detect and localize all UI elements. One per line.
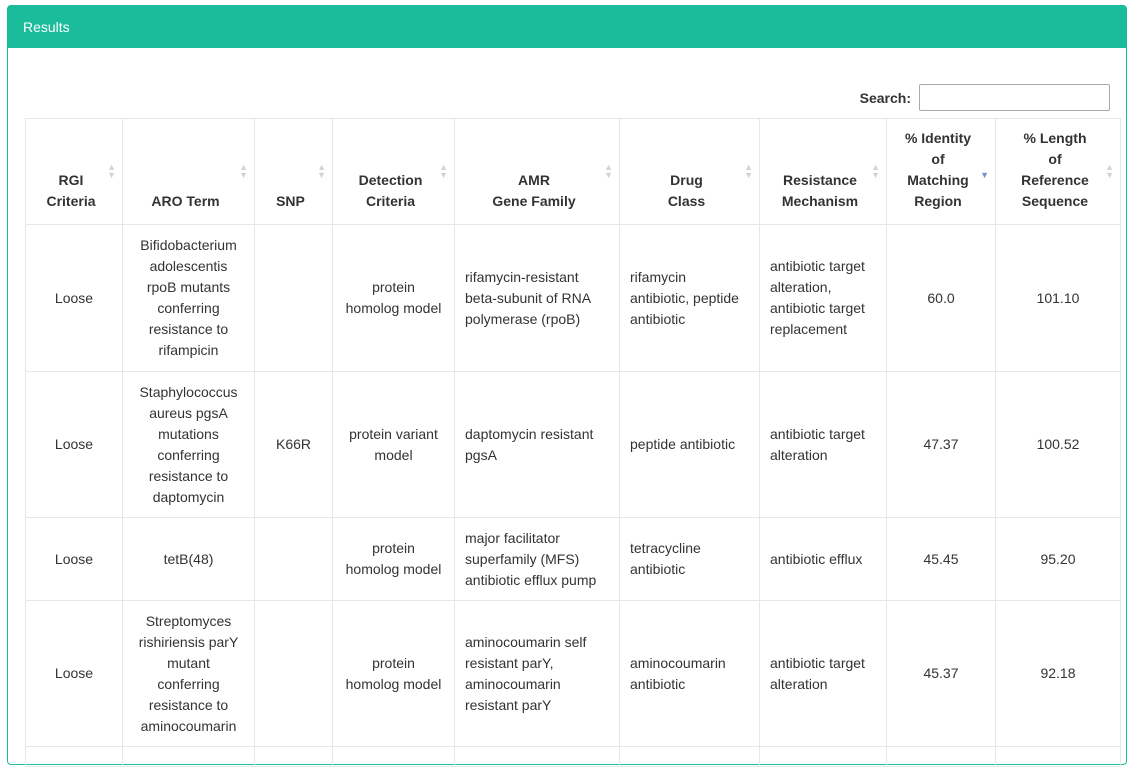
col-header-amr-gene-family[interactable] bbox=[455, 119, 620, 225]
cell-resistance-mechanism bbox=[760, 518, 887, 601]
cell-text-line: antibiotic bbox=[630, 675, 686, 692]
cell-detection-criteria bbox=[333, 601, 455, 747]
table-row bbox=[26, 518, 1121, 601]
cell-text-line: adolescentis bbox=[149, 258, 228, 274]
cell-detection-criteria bbox=[333, 518, 455, 601]
cell-text-line: aminocoumarin bbox=[140, 717, 237, 734]
header-label: ARO Term bbox=[151, 193, 220, 209]
cell-text-line: replacement bbox=[770, 321, 848, 337]
cell-detection-criteria bbox=[333, 225, 455, 372]
cell-text-line: rpoB mutants bbox=[146, 279, 231, 295]
cell-text-line: protein bbox=[372, 279, 415, 295]
col-header-aro-term[interactable] bbox=[123, 119, 255, 225]
sort-arrows-icon: ▲ ▼ bbox=[871, 162, 880, 180]
col-header-percent-identity[interactable] bbox=[887, 119, 996, 225]
header-label: Criteria bbox=[365, 193, 416, 209]
header-label: Mechanism bbox=[781, 193, 859, 209]
cell-text-line: resistant parY bbox=[465, 696, 552, 713]
header-label: % Identity bbox=[904, 130, 972, 146]
cell-rgi-criteria bbox=[26, 747, 123, 767]
cell-aro-term bbox=[123, 372, 255, 518]
col-header-resistance-mechanism[interactable] bbox=[760, 119, 887, 225]
cell-text-line: antibiotic target bbox=[770, 300, 865, 316]
cell-text: K66R bbox=[275, 436, 312, 452]
results-table-container bbox=[25, 118, 1112, 767]
cell-text-line: Streptomyces bbox=[145, 612, 232, 629]
cell-text: Loose bbox=[54, 436, 94, 452]
cell-text-line: mutant bbox=[167, 654, 210, 671]
cell-text-line: protein bbox=[372, 654, 415, 671]
cell-rgi-criteria bbox=[26, 372, 123, 518]
cell-aro-term bbox=[123, 747, 255, 767]
sort-descending-icon: ▼ bbox=[980, 170, 989, 180]
header-label: of bbox=[1048, 151, 1062, 167]
sort-arrows-icon: ▲ ▼ bbox=[439, 162, 448, 180]
cell-resistance-mechanism bbox=[760, 225, 887, 372]
cell-percent-identity bbox=[887, 518, 996, 601]
cell-text-line: model bbox=[374, 446, 413, 463]
cell-percent-identity bbox=[887, 372, 996, 518]
header-label: of bbox=[931, 151, 945, 167]
table-row bbox=[26, 601, 1121, 747]
cell-percent-length bbox=[996, 747, 1121, 767]
table-row bbox=[26, 225, 1121, 372]
results-panel bbox=[7, 5, 1127, 765]
header-label: Criteria bbox=[46, 193, 96, 209]
cell-text: 60.0 bbox=[927, 289, 955, 306]
cell-text-line: protein variant bbox=[349, 425, 438, 442]
cell-text-line: homolog model bbox=[345, 675, 442, 692]
cell-text-line: antibiotic bbox=[630, 561, 686, 577]
search-label: Search: bbox=[859, 89, 911, 106]
cell-percent-identity bbox=[887, 747, 996, 767]
cell-text-line: antibiotic target bbox=[770, 425, 865, 442]
cell-text-line: antibiotic target bbox=[770, 654, 865, 671]
sort-arrows-icon: ▲ ▼ bbox=[1105, 162, 1114, 180]
col-header-rgi-criteria[interactable] bbox=[26, 119, 123, 225]
cell-text-line: daptomycin resistant bbox=[465, 425, 594, 442]
cell-text-line: tetB(48) bbox=[163, 550, 214, 567]
cell-text-line: daptomycin bbox=[152, 488, 225, 505]
cell-rgi-criteria bbox=[26, 601, 123, 747]
cell-text-line: resistance to bbox=[148, 696, 229, 713]
cell-text: 95.20 bbox=[1040, 550, 1076, 567]
cell-text-line: protein bbox=[372, 540, 415, 556]
header-label: Matching bbox=[907, 172, 969, 188]
header-label: % Length bbox=[1023, 130, 1087, 146]
cell-text-line: aminocoumarin bbox=[630, 654, 726, 671]
col-header-drug-class[interactable] bbox=[620, 119, 760, 225]
cell-text: Loose bbox=[54, 550, 94, 567]
table-body bbox=[26, 225, 1121, 767]
sort-arrows-icon: ▲ ▼ bbox=[239, 162, 248, 180]
header-label: SNP bbox=[276, 193, 305, 209]
cell-snp bbox=[255, 747, 333, 767]
cell-text-line: tetracycline bbox=[630, 540, 701, 556]
cell-text-line: mutations bbox=[158, 425, 219, 442]
cell-text-line: conferring bbox=[157, 675, 220, 692]
header-label: Reference bbox=[1021, 172, 1089, 188]
cell-drug-class bbox=[620, 601, 760, 747]
cell-text-line: rishiriensis parY bbox=[138, 633, 239, 650]
cell-drug-class bbox=[620, 518, 760, 601]
cell-drug-class bbox=[620, 747, 760, 767]
cell-amr-gene-family bbox=[455, 747, 620, 767]
col-header-detection-criteria[interactable] bbox=[333, 119, 455, 225]
cell-text-line: aminocoumarin self bbox=[465, 633, 587, 650]
col-header-percent-length[interactable] bbox=[996, 119, 1121, 225]
cell-text: 45.37 bbox=[923, 665, 959, 681]
cell-amr-gene-family bbox=[455, 225, 620, 372]
cell-percent-length bbox=[996, 601, 1121, 747]
cell-amr-gene-family bbox=[455, 601, 620, 747]
cell-text-line: alteration, bbox=[770, 279, 832, 295]
cell-text-line: beta-subunit of RNA bbox=[465, 289, 592, 306]
cell-text-line: alteration bbox=[770, 675, 828, 692]
cell-aro-term bbox=[123, 601, 255, 747]
cell-aro-term bbox=[123, 518, 255, 601]
header-label: Resistance bbox=[783, 172, 857, 188]
cell-rgi-criteria bbox=[26, 518, 123, 601]
cell-text-line: antibiotic, peptide bbox=[630, 289, 739, 306]
results-table bbox=[25, 118, 1121, 767]
cell-text-line: resistance to bbox=[148, 321, 229, 337]
search-input[interactable] bbox=[919, 84, 1110, 111]
header-label: Region bbox=[914, 193, 962, 209]
header-label: Sequence bbox=[1021, 193, 1089, 209]
cell-resistance-mechanism bbox=[760, 601, 887, 747]
cell-text-line: antibiotic bbox=[630, 310, 686, 327]
cell-text-line: antibiotic target bbox=[770, 258, 865, 274]
cell-detection-criteria bbox=[333, 747, 455, 767]
header-label: RGI bbox=[58, 172, 84, 188]
cell-drug-class bbox=[620, 225, 760, 372]
cell-text: 92.18 bbox=[1040, 665, 1076, 681]
cell-text-line: conferring bbox=[157, 446, 220, 463]
cell-text-line: homolog model bbox=[345, 561, 442, 577]
cell-text-line: major facilitator bbox=[465, 529, 560, 546]
table-row bbox=[26, 372, 1121, 518]
cell-text-line: aureus pgsA bbox=[149, 404, 228, 421]
cell-text: Loose bbox=[54, 665, 94, 681]
cell-text: 100.52 bbox=[1036, 436, 1080, 452]
cell-text-line: Staphylococcus bbox=[139, 383, 238, 400]
cell-resistance-mechanism bbox=[760, 747, 887, 767]
header-label: Class bbox=[667, 193, 706, 209]
cell-snp bbox=[255, 518, 333, 601]
cell-percent-identity bbox=[887, 601, 996, 747]
sort-arrows-icon: ▲ ▼ bbox=[744, 162, 753, 180]
cell-percent-identity bbox=[887, 225, 996, 372]
cell-drug-class bbox=[620, 372, 760, 518]
cell-amr-gene-family bbox=[455, 372, 620, 518]
sort-arrows-icon: ▲ ▼ bbox=[317, 162, 326, 180]
cell-text-line: aminocoumarin bbox=[465, 675, 561, 692]
panel-title: Results bbox=[8, 6, 1126, 48]
cell-resistance-mechanism bbox=[760, 372, 887, 518]
cell-text-line: alteration bbox=[770, 446, 828, 463]
col-header-snp[interactable] bbox=[255, 119, 333, 225]
cell-percent-length bbox=[996, 225, 1121, 372]
header-label: AMR bbox=[518, 172, 550, 188]
cell-text-line: resistance to bbox=[148, 467, 229, 484]
cell-snp bbox=[255, 372, 333, 518]
cell-text-line: superfamily (MFS) bbox=[465, 550, 580, 567]
cell-text-line: peptide antibiotic bbox=[630, 436, 736, 452]
cell-text: 47.37 bbox=[923, 436, 959, 452]
table-row bbox=[26, 747, 1121, 767]
cell-aro-term bbox=[123, 225, 255, 372]
cell-snp bbox=[255, 601, 333, 747]
sort-arrows-icon: ▲ ▼ bbox=[107, 162, 116, 180]
cell-text-line: rifamycin-resistant bbox=[465, 268, 579, 285]
cell-text-line: rifampicin bbox=[158, 342, 219, 358]
cell-amr-gene-family bbox=[455, 518, 620, 601]
cell-text-line: conferring bbox=[157, 300, 220, 316]
header-label: Detection bbox=[358, 172, 423, 188]
cell-text: 45.45 bbox=[923, 550, 959, 567]
cell-rgi-criteria bbox=[26, 225, 123, 372]
cell-text: 101.10 bbox=[1036, 289, 1080, 306]
table-header-row bbox=[26, 119, 1121, 225]
cell-text-line: rifamycin bbox=[630, 268, 687, 285]
cell-percent-length bbox=[996, 518, 1121, 601]
cell-detection-criteria bbox=[333, 372, 455, 518]
cell-text-line: homolog model bbox=[345, 300, 442, 316]
cell-text-line: antibiotic efflux bbox=[770, 550, 863, 567]
cell-text-line: resistant parY, bbox=[465, 654, 554, 671]
header-label: Gene Family bbox=[492, 193, 576, 209]
cell-percent-length bbox=[996, 372, 1121, 518]
header-label: Drug bbox=[670, 172, 703, 188]
search-bar bbox=[860, 84, 1110, 111]
cell-text: Loose bbox=[54, 289, 94, 306]
cell-text-line: Bifidobacterium bbox=[140, 237, 237, 253]
cell-text-line: pgsA bbox=[465, 446, 497, 463]
cell-snp bbox=[255, 225, 333, 372]
sort-arrows-icon: ▲ ▼ bbox=[604, 162, 613, 180]
cell-text-line: polymerase (rpoB) bbox=[465, 310, 581, 327]
cell-text-line: antibiotic efflux pump bbox=[465, 571, 597, 588]
